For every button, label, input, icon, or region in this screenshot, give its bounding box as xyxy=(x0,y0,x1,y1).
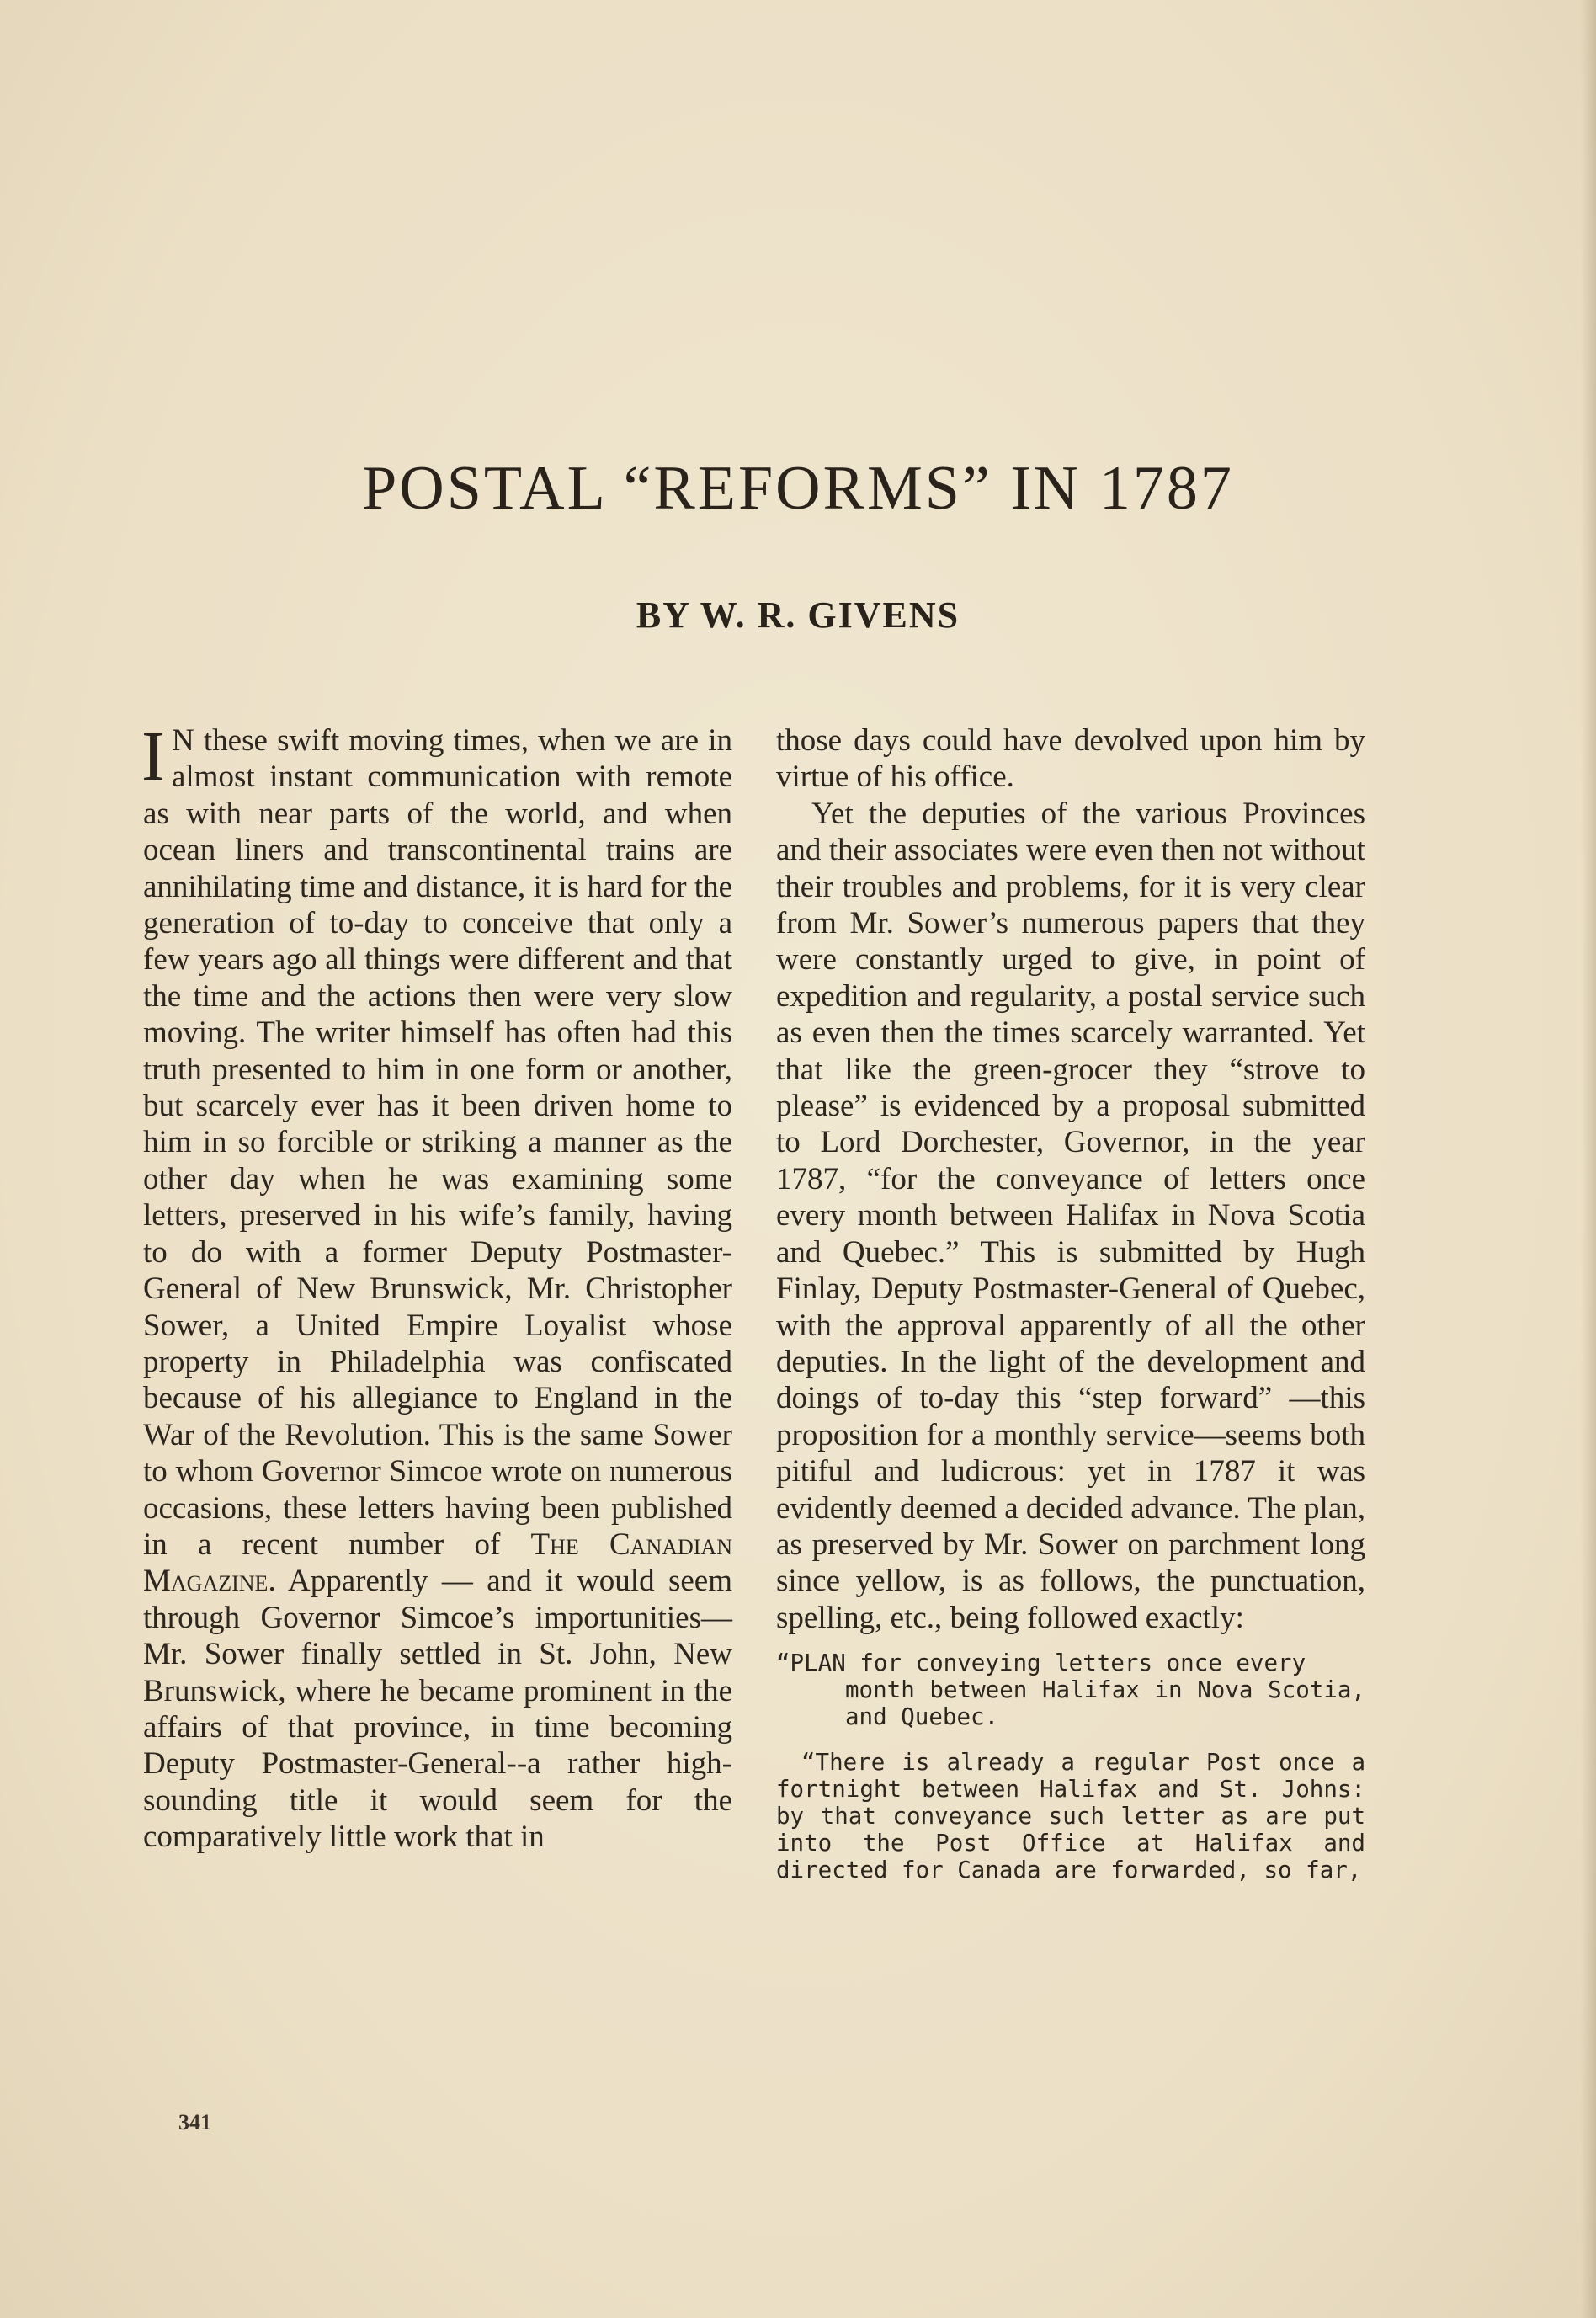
opening-paragraph xyxy=(141,717,732,1856)
article-byline: BY W. R. GIVENS xyxy=(636,594,960,636)
plan-heading xyxy=(776,1649,1365,1730)
continued-paragraph: those days could have devolved upon him by virtue of his office. xyxy=(776,723,1365,795)
magazine-name: The Canadian Magazine xyxy=(143,1527,732,1599)
page-number: 341 xyxy=(178,2110,211,2134)
article-title: POSTAL “REFORMS” IN 1787 xyxy=(362,454,1234,523)
plan-heading-line2: month between Halifax in Nova Scotia, and Quebec. xyxy=(845,1676,1365,1731)
left-column xyxy=(141,717,732,1856)
plan-quote: “There is already a regular Post once a fortnight between Halifax and St. Johns: by that conveyance such letter as are put into the Post Office at Halifax and directed for Canada are forwarded, so far, xyxy=(776,1749,1365,1884)
right-column xyxy=(776,722,1365,1884)
opening-paragraph-text: N these swift moving times, when we are in almost instant communication with remote as with near parts of the world, and when ocean liners and transcontinental trains are annihilating time and distance, it is hard for the generation of to-day to conceive that only a few years ago all things were different and that the time and the actions then were very slow moving. The writer himself has often had this truth presented to him in one form or another, but scarcely ever has it been driven home to him in so forcible or striking a manner as the other day when he was examining some letters, preserved in his wife’s family, having to do with a former Deputy Postmaster-General of New Brunswick, Mr. Christopher Sower, a United Empire Loyalist whose property in Philadelphia was confiscated because of his allegiance to England in the War of the Revolution. This is the same Sower to whom Governor Simcoe wrote on numerous occasions, these letters having been published in a recent number of xyxy=(143,723,732,1562)
drop-cap: I xyxy=(141,717,165,796)
plan-heading-line1: “PLAN for conveying letters once every xyxy=(776,1649,1306,1677)
second-paragraph: Yet the deputies of the various Provinces and their associates were even then not without their troubles and problems, for it is very clear from Mr. Sower’s numerous papers that they were constantly urged to give, in point of expedition and regularity, a postal service such as even then the times scarcely warranted. Yet that like the green-grocer they “strove to please” is evidenced by a proposal submitted to Lord Dorchester, Governor, in the year 1787, “for the conveyance of letters once every month between Halifax in Nova Scotia and Quebec.” This is submitted by Hugh Finlay, Deputy Postmaster-General of Quebec, with the approval apparently of all the other deputies. In the light of the development and doings of to-day this “step forward” —this proposition for a monthly service—seems both pitiful and ludicrous: yet in 1787 it was evidently deemed a decided advance. The plan, as preserved by Mr. Sower on parchment long since yellow, is as follows, the punctuation, spelling, etc., being followed exactly: xyxy=(776,796,1365,1635)
opening-paragraph-end: . Apparently — and it would seem through Governor Simcoe’s importunities—Mr. Sower finally settled in St. John, New Brunswick, where he became prominent in the affairs of that province, in time becoming Deputy Postmaster-General--a rather high-sounding title it would seem for the comparatively little work that in xyxy=(143,1564,732,1855)
